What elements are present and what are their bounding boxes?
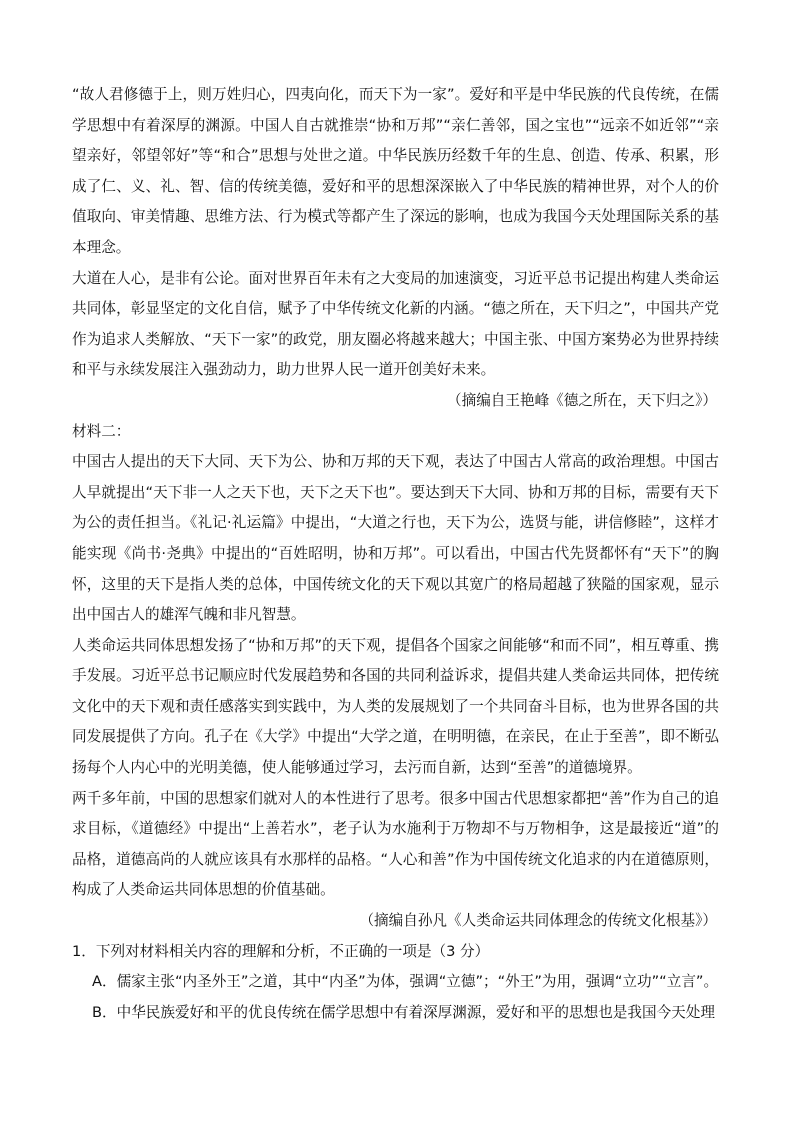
question-1-option-a: A．儒家主张“内圣外王”之道，其中“内圣”为体，强调“立德”；“外王”为用，强调“立功”“立言”。	[92, 973, 719, 991]
material2-paragraph-3: 两千多年前，中国的思想家们就对人的本性进行了思考。很多中国古代思想家都把“善”作为自己的追求目标，《道德经》中提出“上善若水”，老子认为水施利于万物却不与万物相争，这是最接近“道”的品格，道德高尚的人就应该具有水那样的品格。“人心和善”作为中国传统文化追求的内在道德原则，构成了人类命运共同体思想的价值基础。	[72, 789, 719, 899]
material2-paragraph-2: 人类命运共同体思想发扬了“协和万邦”的天下观，提倡各个国家之间能够“和而不同”，相互尊重、携手发展。习近平总书记顺应时代发展趋势和各国的共同利益诉求，提倡共建人类命运共同体，把传统文化中的天下观和责任感落实到实践中，为人类的发展规划了一个共同奋斗目标，也为世界各国的共同发展提供了方向。孔子在《大学》中提出“大学之道，在明明德，在亲民，在止于至善”，即不断弘扬每个人内心中的光明美德，使人能够通过学习，去污而自新，达到“至善”的道德境界。	[72, 636, 720, 777]
material1-paragraph-2: 大道在人心，是非有公论。面对世界百年未有之大变局的加速演变，习近平总书记提出构建人类命运共同体，彰显坚定的文化自信，赋予了中华传统文化新的内涵。“德之所在，天下归之”，中国共产党作为追求人类解放、“天下一家”的政党，朋友圈必将越来越大；中国主张、中国方案势必为世界持续和平与永续发展注入强劲动力，助力世界人民一道开创美好未来。	[72, 269, 719, 379]
question-1-option-b: B．中华民族爱好和平的优良传统在儒学思想中有着深厚渊源，爱好和平的思想也是我国今天处理	[92, 1003, 715, 1021]
material2-paragraph-1: 中国古人提出的天下大同、天下为公、协和万邦的天下观，表达了中国古人常高的政治理想。中国古人早就提出“天下非一人之天下也，天下之天下也”。要达到天下大同、协和万邦的目标，需要有天下为公的责任担当。《礼记·礼运篇》中提出，“大道之行也，天下为公，选贤与能，讲信修睦”，这样才能实现《尚书·尧典》中提出的“百姓昭明，协和万邦”。可以看出，中国古代先贤都怀有“天下”的胸怀，这里的天下是指人类的总体，中国传统文化的天下观以其宽广的格局超越了狭隘的国家观，显示出中国古人的雄浑气魄和非凡智慧。	[72, 453, 719, 624]
question-1-stem: 1．下列对材料相关内容的理解和分析，不正确的一项是（3 分）	[72, 942, 490, 960]
material2-heading: 材料二：	[72, 422, 131, 440]
material1-paragraph-1: “故人君修德于上，则万姓归心，四夷向化，而天下为一家”。爱好和平是中华民族的代良传统，在儒学思想中有着深厚的渊源。中国人自古就推崇“协和万邦”“亲仁善邻，国之宝也”“远亲不如近邻”“亲望亲好，邻望邻好”等“和合”思想与处世之道。中华民族历经数千年的生息、创造、传承、积累，形成了仁、义、礼、智、信的传统美德，爱好和平的思想深深嵌入了中华民族的精神世界，对个人的价值取向、审美情趣、思维方法、行为模式等都产生了深远的影响，也成为我国今天处理国际关系的基本理念。	[72, 86, 719, 256]
material2-source: （摘编自孙凡《人类命运共同体理念的传统文化根基》）	[359, 912, 717, 930]
material1-source: （摘编自王艳峰《德之所在，天下归之》）	[447, 391, 717, 409]
